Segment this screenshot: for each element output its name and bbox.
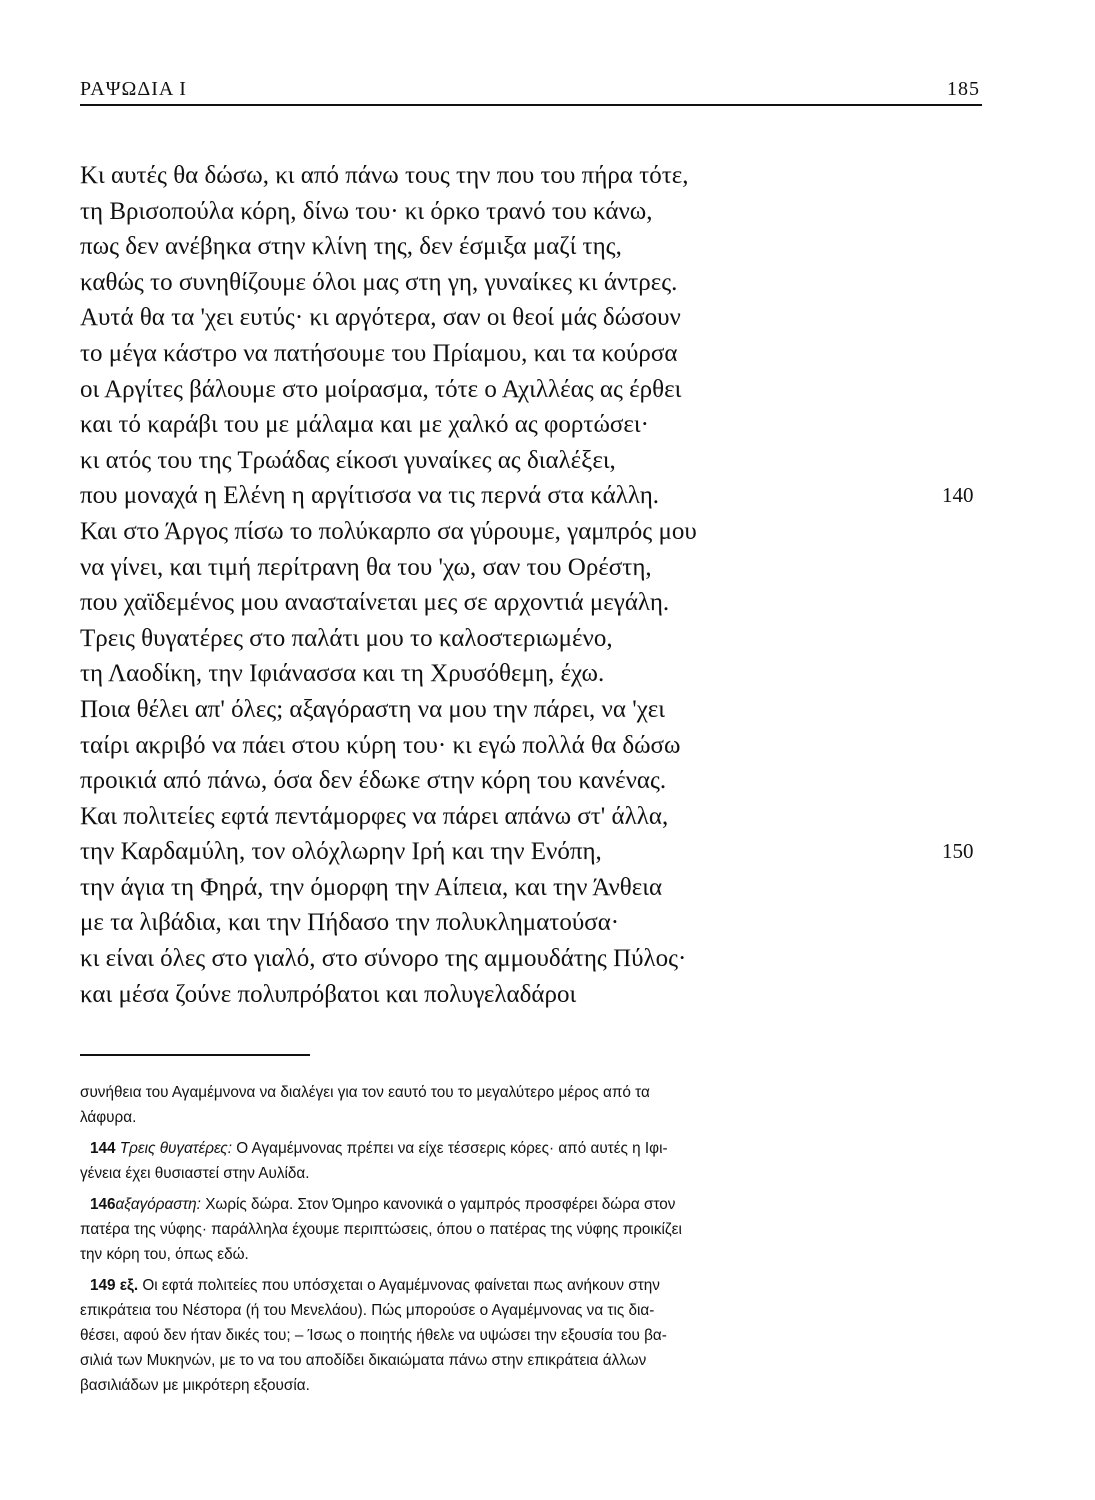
verse-text: Κι αυτές θα δώσω, κι από πάνω τους την που του πήρα τότε,: [80, 162, 689, 189]
footnote-lemma: αξαγόραστη:: [115, 1196, 201, 1213]
verse-text: το μέγα κάστρο να πατήσουμε του Πρίαμου, και τα κούρσα: [80, 339, 678, 367]
line-number: 140: [942, 483, 974, 508]
verse-text: προικιά από πάνω, όσα δεν έδωκε στην κόρη του κανένας.: [80, 767, 667, 795]
verse-line: [80, 870, 990, 906]
verse-line: [80, 941, 990, 977]
footnote-line: πατέρα της νύφης· παράλληλα έχουμε περιπτώσεις, όπου ο πατέρας της νύφης προικίζει: [80, 1221, 682, 1238]
footnote-ref: 149 εξ.: [90, 1277, 139, 1294]
footnote-ref: 146: [90, 1196, 116, 1213]
footnote-line: σιλιά των Μυκηνών, με το να του αποδίδει δικαιώματα πάνω στην επικράτεια άλλων: [80, 1352, 647, 1369]
verse-text: τη Λαοδίκη, την Ιφιάνασσα και τη Χρυσόθεμη, έχω.: [80, 660, 605, 688]
running-title: ΡΑΨΩΔΙΑ Ι: [80, 78, 187, 100]
footnote-line: θέσει, αφού δεν ήταν δικές του; – Ίσως ο ποιητής ήθελε να υψώσει την εξουσία του βα-: [80, 1327, 667, 1344]
verse-line: [80, 300, 990, 336]
footnotes: [80, 1080, 920, 1404]
verse-text: ταίρι ακριβό να πάει στου κύρη του· κι εγώ πολλά θα δώσω: [80, 731, 681, 759]
page-header: [80, 74, 980, 104]
verse-text: Και στο Άργος πίσω το πολύκαρπο σα γύρουμε, γαμπρός μου: [80, 517, 697, 545]
verse-text: Ποια θέλει απ' όλες; αξαγόραστη να μου την πάρει, να 'χει: [80, 695, 666, 723]
verse-line: [80, 478, 990, 514]
verse-text: να γίνει, και τιμή περίτρανη θα του 'χω, σαν του Ορέστη,: [80, 553, 652, 581]
verse-text: με τα λιβάδια, και την Πήδασο την πολυκληματούσα·: [80, 909, 620, 937]
verse-text: την Καρδαμύλη, τον ολόχλωρην Ιρή και την Ενόπη,: [80, 838, 602, 866]
verse-text: και τό καράβι του με μάλαμα και με χαλκό ας φορτώσει·: [80, 411, 649, 439]
verse-line: [80, 514, 990, 550]
footnote-line: λάφυρα.: [80, 1109, 137, 1126]
verse-line: [80, 834, 990, 870]
line-number: 150: [942, 839, 974, 864]
footnote-lemma: Τρεις θυγατέρες:: [119, 1140, 232, 1157]
footnote-first-line: [80, 1136, 920, 1161]
footnote-line: γένεια έχει θυσιαστεί στην Αυλίδα.: [80, 1165, 310, 1182]
footnote-line: συνήθεια του Αγαμέμνονα να διαλέγει για τον εαυτό του το μεγαλύτερο μέρος από τα: [80, 1084, 650, 1101]
verse-text: Αυτά θα τα 'χει ευτύς· κι αργότερα, σαν οι θεοί μάς δώσουν: [80, 304, 681, 332]
verse-line: [80, 799, 990, 835]
verse-line: [80, 194, 990, 230]
footnote-149: [80, 1273, 920, 1398]
footnote-ref: 144: [90, 1140, 116, 1157]
verse-line: [80, 728, 990, 764]
verse-line: [80, 977, 990, 1013]
verse-text: και μέσα ζούνε πολυπρόβατοι και πολυγελαδάροι: [80, 980, 577, 1008]
verse-line: [80, 407, 990, 443]
verse-text: κι είναι όλες στο γιαλό, στο σύνορο της αμμουδάτης Πύλος·: [80, 945, 687, 973]
footnote-text: Χωρίς δώρα. Στον Όμηρο κανονικά ο γαμπρός προσφέρει δώρα στον: [205, 1196, 676, 1213]
verse-text: Και πολιτείες εφτά πεντάμορφες να πάρει απάνω στ' άλλα,: [80, 802, 669, 830]
verse-text: Τρεις θυγατέρες στο παλάτι μου το καλοστεριωμένο,: [80, 624, 613, 652]
verse-line: [80, 336, 990, 372]
verse-text: καθώς το συνηθίζουμε όλοι μας στη γη, γυναίκες κι άντρες.: [80, 268, 678, 296]
footnote-line: επικράτεια του Νέστορα (ή του Μενελάου). Πώς μπορούσε ο Αγαμέμνονας να τις δια-: [80, 1302, 655, 1319]
verse-line: [80, 656, 990, 692]
verse-line: [80, 372, 990, 408]
footnote-line: την κόρη του, όπως εδώ.: [80, 1246, 249, 1263]
verse-text: οι Αργίτες βάλουμε στο μοίρασμα, τότε ο Αχιλλέας ας έρθει: [80, 375, 682, 403]
verse-line: [80, 443, 990, 479]
footnote-first-line: [80, 1192, 920, 1217]
footnote-line: βασιλιάδων με μικρότερη εξουσία.: [80, 1377, 310, 1394]
footnote-continuation: [80, 1080, 920, 1130]
verse-text: την άγια τη Φηρά, την όμορφη την Αίπεια, και την Άνθεια: [80, 873, 663, 901]
verse-line: [80, 905, 990, 941]
footnote-144: [80, 1136, 920, 1186]
verse-text: που μοναχά η Ελένη η αργίτισσα να τις περνά στα κάλλη.: [80, 482, 660, 510]
verse-text: που χαϊδεμένος μου ανασταίνεται μες σε αρχοντιά μεγάλη.: [80, 589, 670, 617]
verse-line: [80, 158, 990, 194]
footnote-text: Οι εφτά πολιτείες που υπόσχεται ο Αγαμέμνονας φαίνεται πως ανήκουν στην: [142, 1277, 660, 1294]
verse-line: [80, 585, 990, 621]
verse-line: [80, 265, 990, 301]
verse-text: τη Βρισοπούλα κόρη, δίνω του· κι όρκο τρανό του κάνω,: [80, 197, 653, 225]
header-rule: [80, 104, 982, 106]
verse-line: [80, 763, 990, 799]
footnote-146: [80, 1192, 920, 1267]
verse-block: [80, 158, 990, 1012]
verse-text: κι ατός του της Τρωάδας είκοσι γυναίκες ας διαλέξει,: [80, 446, 616, 474]
verse-line: [80, 621, 990, 657]
footnote-first-line: [80, 1273, 920, 1298]
footnote-rule: [80, 1054, 310, 1056]
footnote-text: Ο Αγαμέμνονας πρέπει να είχε τέσσερις κόρες· από αυτές η Ιφι-: [236, 1140, 668, 1157]
verse-line: [80, 229, 990, 265]
verse-line: [80, 550, 990, 586]
verse-text: πως δεν ανέβηκα στην κλίνη της, δεν έσμιξα μαζί της,: [80, 233, 622, 261]
verse-line: [80, 692, 990, 728]
page-number: 185: [947, 78, 980, 100]
